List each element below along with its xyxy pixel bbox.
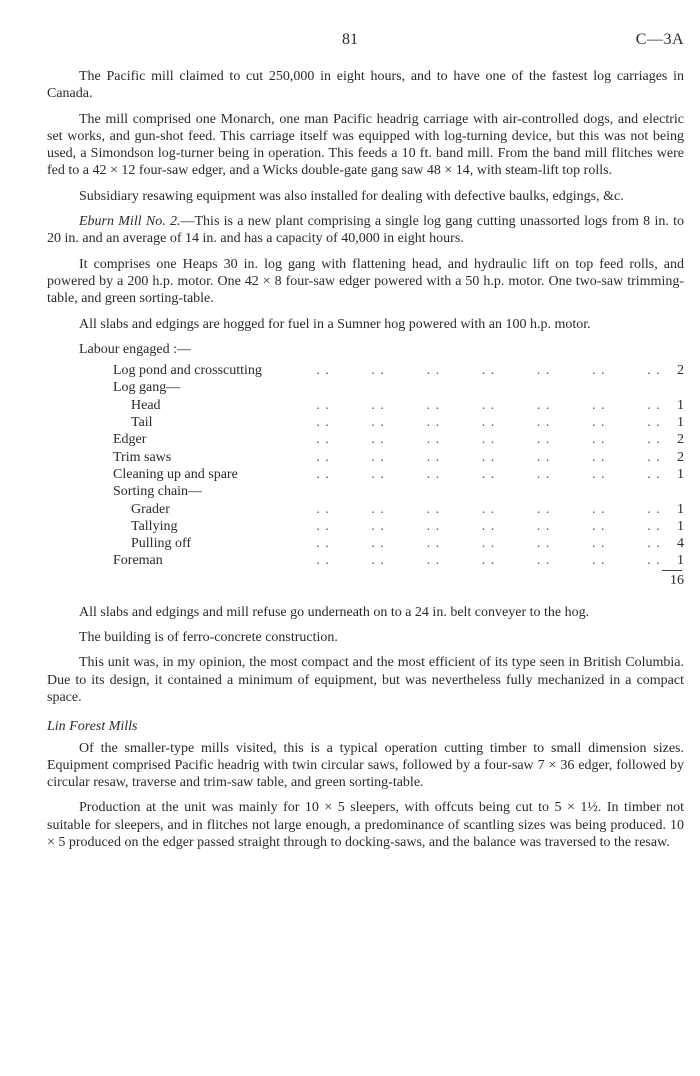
paragraph: All slabs and edgings are hogged for fuel in a Sumner hog powered with an 100 h.p. motor. [79, 316, 591, 332]
labour-heading: Labour engaged :— [79, 341, 191, 357]
leader-dots: . . . . . . . . . . . . . . [316, 553, 661, 569]
labour-count: 2 [677, 363, 684, 379]
labour-row [113, 362, 684, 379]
labour-row [113, 449, 684, 466]
labour-count: 1 [677, 518, 684, 534]
document-reference: C—3A [635, 31, 684, 48]
labour-count: 1 [677, 553, 684, 569]
labour-row [113, 466, 684, 483]
paragraph-title: Eburn Mill No. 2. [79, 214, 181, 230]
labour-row [113, 397, 684, 414]
labour-role: Tallying [131, 518, 178, 534]
labour-role: Grader [131, 501, 170, 517]
labour-total-block [113, 570, 684, 590]
labour-role: Log gang— [113, 380, 181, 396]
paragraph-body: —This is a new plant comprising a single log gang cutting unassorted logs from 8 in. to 20 in. and an average of 14 in. and has a capacity of 40,000 in eight hours. [47, 214, 684, 247]
paragraph: The building is of ferro-concrete construction. [79, 630, 338, 646]
labour-row [113, 535, 684, 552]
labour-role: Sorting chain— [113, 484, 203, 500]
leader-dots: . . . . . . . . . . . . . . [316, 501, 661, 517]
paragraph: Production at the unit was mainly for 10 × 5 sleepers, with offcuts being cut to 5 × 1½. In timber not suitable for sleepers, and in flitches not large enough, a predominance of scantling sizes was being produced. 10 × 5 produced on the edger passed straight through to docking-saws, and the balance was traversed to the resaw. [47, 800, 684, 850]
leader-dots: . . . . . . . . . . . . . . [316, 432, 661, 448]
paragraph: The Pacific mill claimed to cut 250,000 in eight hours, and to have one of the fastest log carriages in Canada. [47, 69, 684, 102]
labour-count: 2 [677, 432, 684, 448]
labour-role: Trim saws [113, 449, 172, 465]
labour-total-row [113, 570, 684, 590]
total-rule [662, 570, 682, 571]
leader-dots: . . . . . . . . . . . . . . [316, 466, 661, 482]
leader-dots: . . . . . . . . . . . . . . [316, 363, 661, 379]
labour-count: 4 [677, 536, 684, 552]
labour-role: Head [131, 397, 161, 413]
labour-count: 1 [677, 397, 684, 413]
labour-total: 16 [670, 572, 684, 588]
labour-role: Cleaning up and spare [113, 466, 238, 482]
leader-dots: . . . . . . . . . . . . . . [316, 536, 661, 552]
paragraph: Subsidiary resawing equipment was also installed for dealing with defective baulks, edgings, &c. [79, 188, 624, 204]
labour-role: Edger [113, 432, 147, 448]
paragraph: Of the smaller-type mills visited, this is a typical operation cutting timber to small dimension sizes. Equipment comprised Pacific headrig with twin circular saws, followed by a four-saw 7 × 36 edger, followed by circular resaw, traverse and trim-saw table, and green sorting-table. [47, 740, 684, 791]
labour-role: Log pond and crosscutting [113, 363, 262, 379]
leader-dots: . . . . . . . . . . . . . . [316, 449, 661, 465]
section-title: Lin Forest Mills [47, 719, 138, 735]
labour-row [113, 552, 684, 569]
paragraph: The mill comprised one Monarch, one man Pacific headrig carriage with air-controlled dogs, and electric set works, and gun-shot feed. This carriage itself was equipped with log-turning device, but this was not being used, a Simondson log-turner being in operation. This feeds a 10 ft. band mill. From the band mill flitches were fed to a 42 × 12 four-saw edger, and a Wicks double-gate gang saw 48 × 14, with steam-lift top rolls. [47, 111, 684, 179]
paragraph: It comprises one Heaps 30 in. log gang with flattening head, and hydraulic lift on top feed rolls, and powered by a 200 h.p. motor. One 42 × 8 four-saw edger powered with a 50 h.p. motor. One two-saw trimming-table, and green sorting-table. [47, 256, 684, 307]
labour-row [113, 483, 684, 500]
labour-row [113, 414, 684, 431]
paragraph: All slabs and edgings and mill refuse go underneath on to a 24 in. belt conveyer to the hog. [79, 604, 590, 620]
paragraph: This unit was, in my opinion, the most compact and the most efficient of its type seen in British Columbia. Due to its design, it contained a minimum of equipment, but was nevertheless fully mechanized in a compact space. [47, 655, 684, 705]
labour-role: Pulling off [131, 536, 192, 552]
page-number: 81 [342, 31, 358, 48]
labour-row [113, 431, 684, 448]
labour-count: 1 [677, 415, 684, 431]
leader-dots: . . . . . . . . . . . . . . [316, 518, 661, 534]
labour-role: Foreman [113, 553, 163, 569]
labour-role: Tail [131, 415, 153, 431]
leader-dots: . . . . . . . . . . . . . . [316, 415, 661, 431]
page-content [47, 68, 684, 859]
labour-row [113, 379, 684, 396]
labour-table [113, 362, 684, 570]
paragraph-eburn-mill [47, 213, 684, 248]
leader-dots: . . . . . . . . . . . . . . [316, 397, 661, 413]
labour-count: 1 [677, 501, 684, 517]
labour-count: 2 [677, 449, 684, 465]
labour-count: 1 [677, 466, 684, 482]
labour-row [113, 518, 684, 535]
labour-row [113, 501, 684, 518]
